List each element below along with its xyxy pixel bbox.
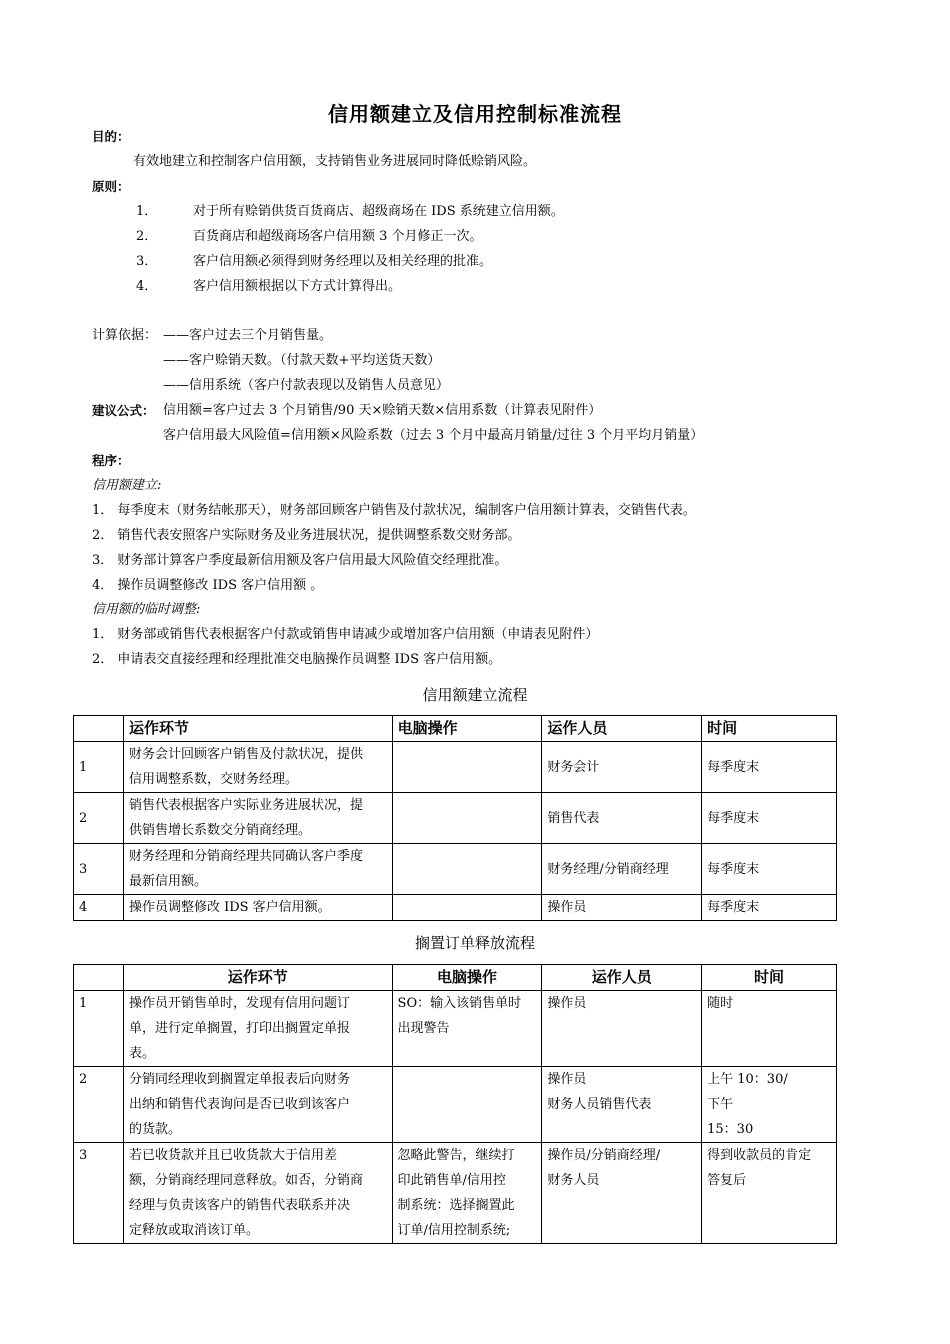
- table-cell: 每季度末: [702, 895, 837, 921]
- table-row: [74, 1067, 837, 1143]
- formula-label: 建议公式：: [92, 403, 155, 418]
- table-header-cell: 运作环节: [123, 965, 392, 991]
- basis-item: ——客户过去三个月销售量。: [163, 328, 333, 343]
- table-header-cell: 电脑操作: [392, 716, 542, 742]
- table-cell: 4: [74, 895, 124, 921]
- table2-caption: 搁置订单释放流程: [414, 934, 535, 952]
- setup-step: 3． 财务部计算客户季度最新信用额及客户信用最大风险值交经理批准。: [92, 553, 508, 568]
- table-row: [74, 742, 837, 793]
- table-cell: 操作员: [542, 991, 702, 1067]
- table-header-cell: 运作环节: [123, 716, 392, 742]
- principle-number: 4．: [136, 279, 158, 294]
- table-cell: [392, 793, 542, 844]
- table-cell: 分销同经理收到搁置定单报表后向财务 出纳和销售代表询问是否已收到该客户 的货款。: [123, 1067, 392, 1143]
- table-cell: SO：输入该销售单时 出现警告: [392, 991, 542, 1067]
- table-header-cell: 运作人员: [542, 716, 702, 742]
- table-cell: 操作员 财务人员销售代表: [542, 1067, 702, 1143]
- principle-number: 1．: [136, 204, 158, 219]
- table-row: [74, 844, 837, 895]
- basis-item: ——客户赊销天数。（付款天数+平均送货天数）: [163, 353, 441, 368]
- table-cell: 每季度末: [702, 844, 837, 895]
- page-title: 信用额建立及信用控制标准流程: [328, 102, 622, 126]
- formula-line-1: 信用额=客户过去 3 个月销售/90 天×赊销天数×信用系数（计算表见附件）: [163, 403, 602, 418]
- table-cell: 操作员: [542, 895, 702, 921]
- table-cell: 1: [74, 991, 124, 1067]
- setup-heading: 信用额建立:: [92, 478, 162, 493]
- basis-item: ——信用系统（客户付款表现以及销售人员意见）: [163, 378, 450, 393]
- setup-step: 2． 销售代表安照客户实际财务及业务进展状况，提供调整系数交财务部。: [92, 528, 521, 543]
- principle-text: 百货商店和超级商场客户信用额 3 个月修正一次。: [193, 229, 483, 244]
- table-cell: 若已收货款并且已收货款大于信用差 额，分销商经理同意释放。如否，分销商 经理与负责该客户的销售代表联系并决 定释放或取消该订单。: [123, 1143, 392, 1244]
- table-header-cell: [74, 965, 124, 991]
- table-header-cell: 时间: [702, 716, 837, 742]
- procedure-label: 程序：: [92, 453, 130, 468]
- purpose-text: 有效地建立和控制客户信用额，支持销售业务进展同时降低赊销风险。: [133, 154, 537, 169]
- table-cell: 3: [74, 844, 124, 895]
- table-cell: 操作员调整修改 IDS 客户信用额。: [123, 895, 392, 921]
- table-cell: [392, 844, 542, 895]
- table1-caption: 信用额建立流程: [422, 686, 528, 704]
- table-cell: 财务会计回顾客户销售及付款状况，提供 信用调整系数，交财务经理。: [123, 742, 392, 793]
- table-cell: 财务会计: [542, 742, 702, 793]
- principle-text: 对于所有赊销供货百货商店、超级商场在 IDS 系统建立信用额。: [193, 204, 564, 219]
- table-cell: 操作员开销售单时，发现有信用问题订 单，进行定单搁置，打印出搁置定单报 表。: [123, 991, 392, 1067]
- table-header-cell: 时间: [702, 965, 837, 991]
- principle-number: 3．: [136, 254, 158, 269]
- table-row: [74, 793, 837, 844]
- table-cell: 2: [74, 1067, 124, 1143]
- principle-number: 2．: [136, 229, 158, 244]
- table-cell: 上午 10：30/ 下午 15：30: [702, 1067, 837, 1143]
- table-row: [74, 895, 837, 921]
- table-header-cell: 运作人员: [542, 965, 702, 991]
- table-cell: 每季度末: [702, 742, 837, 793]
- table-row: [74, 991, 837, 1067]
- table-cell: 1: [74, 742, 124, 793]
- temp-adjust-step: 2． 申请表交直接经理和经理批准交电脑操作员调整 IDS 客户信用额。: [92, 652, 502, 667]
- table-cell: 销售代表: [542, 793, 702, 844]
- setup-step: 4． 操作员调整修改 IDS 客户信用额 。: [92, 578, 324, 593]
- setup-step: 1． 每季度末（财务结帐那天），财务部回顾客户销售及付款状况，编制客户信用额计算表，交销售代表。: [92, 503, 696, 518]
- formula-line-2: 客户信用最大风险值=信用额×风险系数（过去 3 个月中最高月销量/过往 3 个月平均月销量）: [163, 428, 704, 443]
- table-cell: 每季度末: [702, 793, 837, 844]
- table-header-cell: 电脑操作: [392, 965, 542, 991]
- table-cell: 财务经理和分销商经理共同确认客户季度 最新信用额。: [123, 844, 392, 895]
- principles-label: 原则：: [92, 179, 130, 194]
- temp-adjust-step: 1． 财务部或销售代表根据客户付款或销售申请减少或增加客户信用额（申请表见附件）: [92, 627, 599, 642]
- table-cell: 忽略此警告，继续打 印此销售单/信用控 制系统：选择搁置此 订单/信用控制系统;: [392, 1143, 542, 1244]
- table-cell: 财务经理/分销商经理: [542, 844, 702, 895]
- purpose-label: 目的：: [92, 129, 130, 144]
- table-cell: 2: [74, 793, 124, 844]
- table-header-cell: [74, 716, 124, 742]
- table-cell: 操作员/分销商经理/ 财务人员: [542, 1143, 702, 1244]
- table-cell: 3: [74, 1143, 124, 1244]
- table-cell: [392, 1067, 542, 1143]
- table-cell: 随时: [702, 991, 837, 1067]
- table-row: [74, 1143, 837, 1244]
- held-order-release-table: [73, 964, 837, 1244]
- table-cell: [392, 895, 542, 921]
- table-cell: 得到收款员的肯定 答复后: [702, 1143, 837, 1244]
- temp-heading: 信用额的临时调整:: [92, 602, 201, 617]
- credit-setup-table: [73, 715, 837, 921]
- table-cell: 销售代表根据客户实际业务进展状况，提 供销售增长系数交分销商经理。: [123, 793, 392, 844]
- table-cell: [392, 742, 542, 793]
- principle-text: 客户信用额必须得到财务经理以及相关经理的批准。: [193, 254, 493, 269]
- principle-text: 客户信用额根据以下方式计算得出。: [193, 279, 402, 294]
- basis-label: 计算依据：: [92, 328, 158, 343]
